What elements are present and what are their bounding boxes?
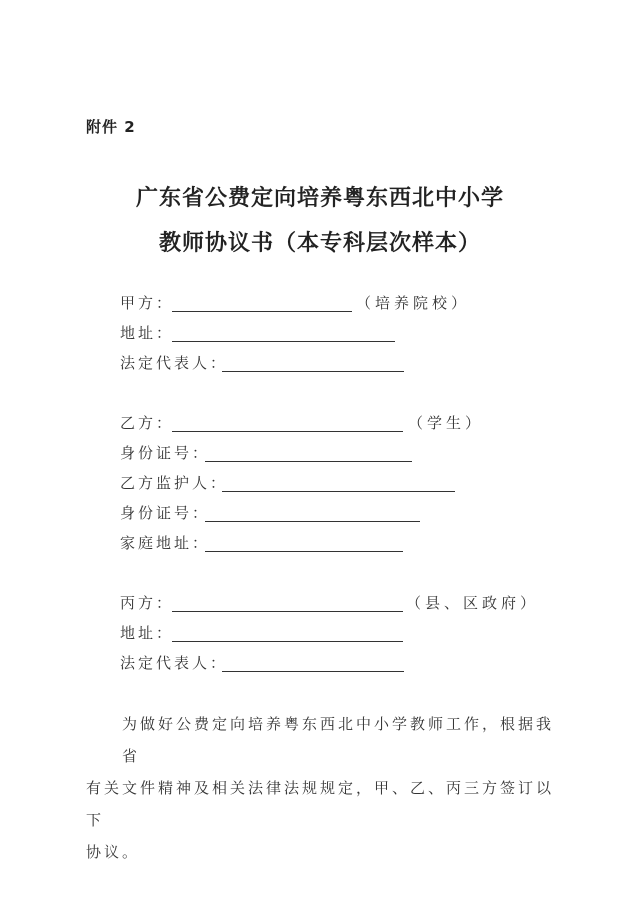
attachment-label: 附件 2 <box>86 118 136 136</box>
party-c-rep-blank[interactable] <box>222 671 404 672</box>
party-a-address-label: 地址： <box>120 324 175 342</box>
party-c-name-label: 丙方： <box>120 594 175 612</box>
party-b-home-address-field <box>120 532 420 556</box>
party-b-guardian-label: 乙方监护人： <box>120 474 229 492</box>
party-a-address-field <box>120 322 420 346</box>
party-b-home-address-blank[interactable] <box>205 551 403 552</box>
party-c-address-field <box>120 622 420 646</box>
party-a-rep-label: 法定代表人： <box>120 354 229 372</box>
party-a-address-blank[interactable] <box>172 341 395 342</box>
party-b-guardian-blank[interactable] <box>222 491 455 492</box>
party-b-id-label: 身份证号： <box>120 444 211 462</box>
party-a-name-field <box>120 292 480 316</box>
party-c-name-note: （县、区政府） <box>406 594 540 612</box>
party-b-guardian-id-label: 身份证号： <box>120 504 211 522</box>
party-c-address-label: 地址： <box>120 624 175 642</box>
party-c-rep-field <box>120 652 420 676</box>
party-a-name-label: 甲方： <box>120 294 175 312</box>
party-a-rep-blank[interactable] <box>222 371 404 372</box>
document-title-line2: 教师协议书（本专科层次样本） <box>158 230 481 256</box>
document-title-line1: 广东省公费定向培养粤东西北中小学 <box>135 185 504 211</box>
party-b-guardian-field <box>120 472 460 496</box>
party-b-home-address-label: 家庭地址： <box>120 534 211 552</box>
party-c-address-blank[interactable] <box>172 641 403 642</box>
party-a-name-blank[interactable] <box>172 311 352 312</box>
paragraph-line-2: 有关文件精神及相关法律法规规定，甲、乙、丙三方签订以下 <box>86 779 555 829</box>
paragraph-line-1: 为做好公费定向培养粤东西北中小学教师工作，根据我省 <box>122 715 555 765</box>
party-b-id-blank[interactable] <box>205 461 412 462</box>
party-a-name-note: （培养院校） <box>356 294 471 312</box>
party-b-name-note: （学生） <box>408 414 485 432</box>
party-c-rep-label: 法定代表人： <box>120 654 229 672</box>
party-c-name-field <box>120 592 540 616</box>
party-c-name-blank[interactable] <box>172 611 403 612</box>
party-b-name-field <box>120 412 485 436</box>
party-b-name-blank[interactable] <box>172 431 403 432</box>
party-a-rep-field <box>120 352 420 376</box>
party-b-guardian-id-field <box>120 502 430 526</box>
agreement-intro-paragraph <box>86 708 566 868</box>
paragraph-line-3: 协议。 <box>86 843 141 861</box>
party-b-name-label: 乙方： <box>120 414 175 432</box>
party-b-guardian-id-blank[interactable] <box>205 521 420 522</box>
party-b-id-field <box>120 442 420 466</box>
